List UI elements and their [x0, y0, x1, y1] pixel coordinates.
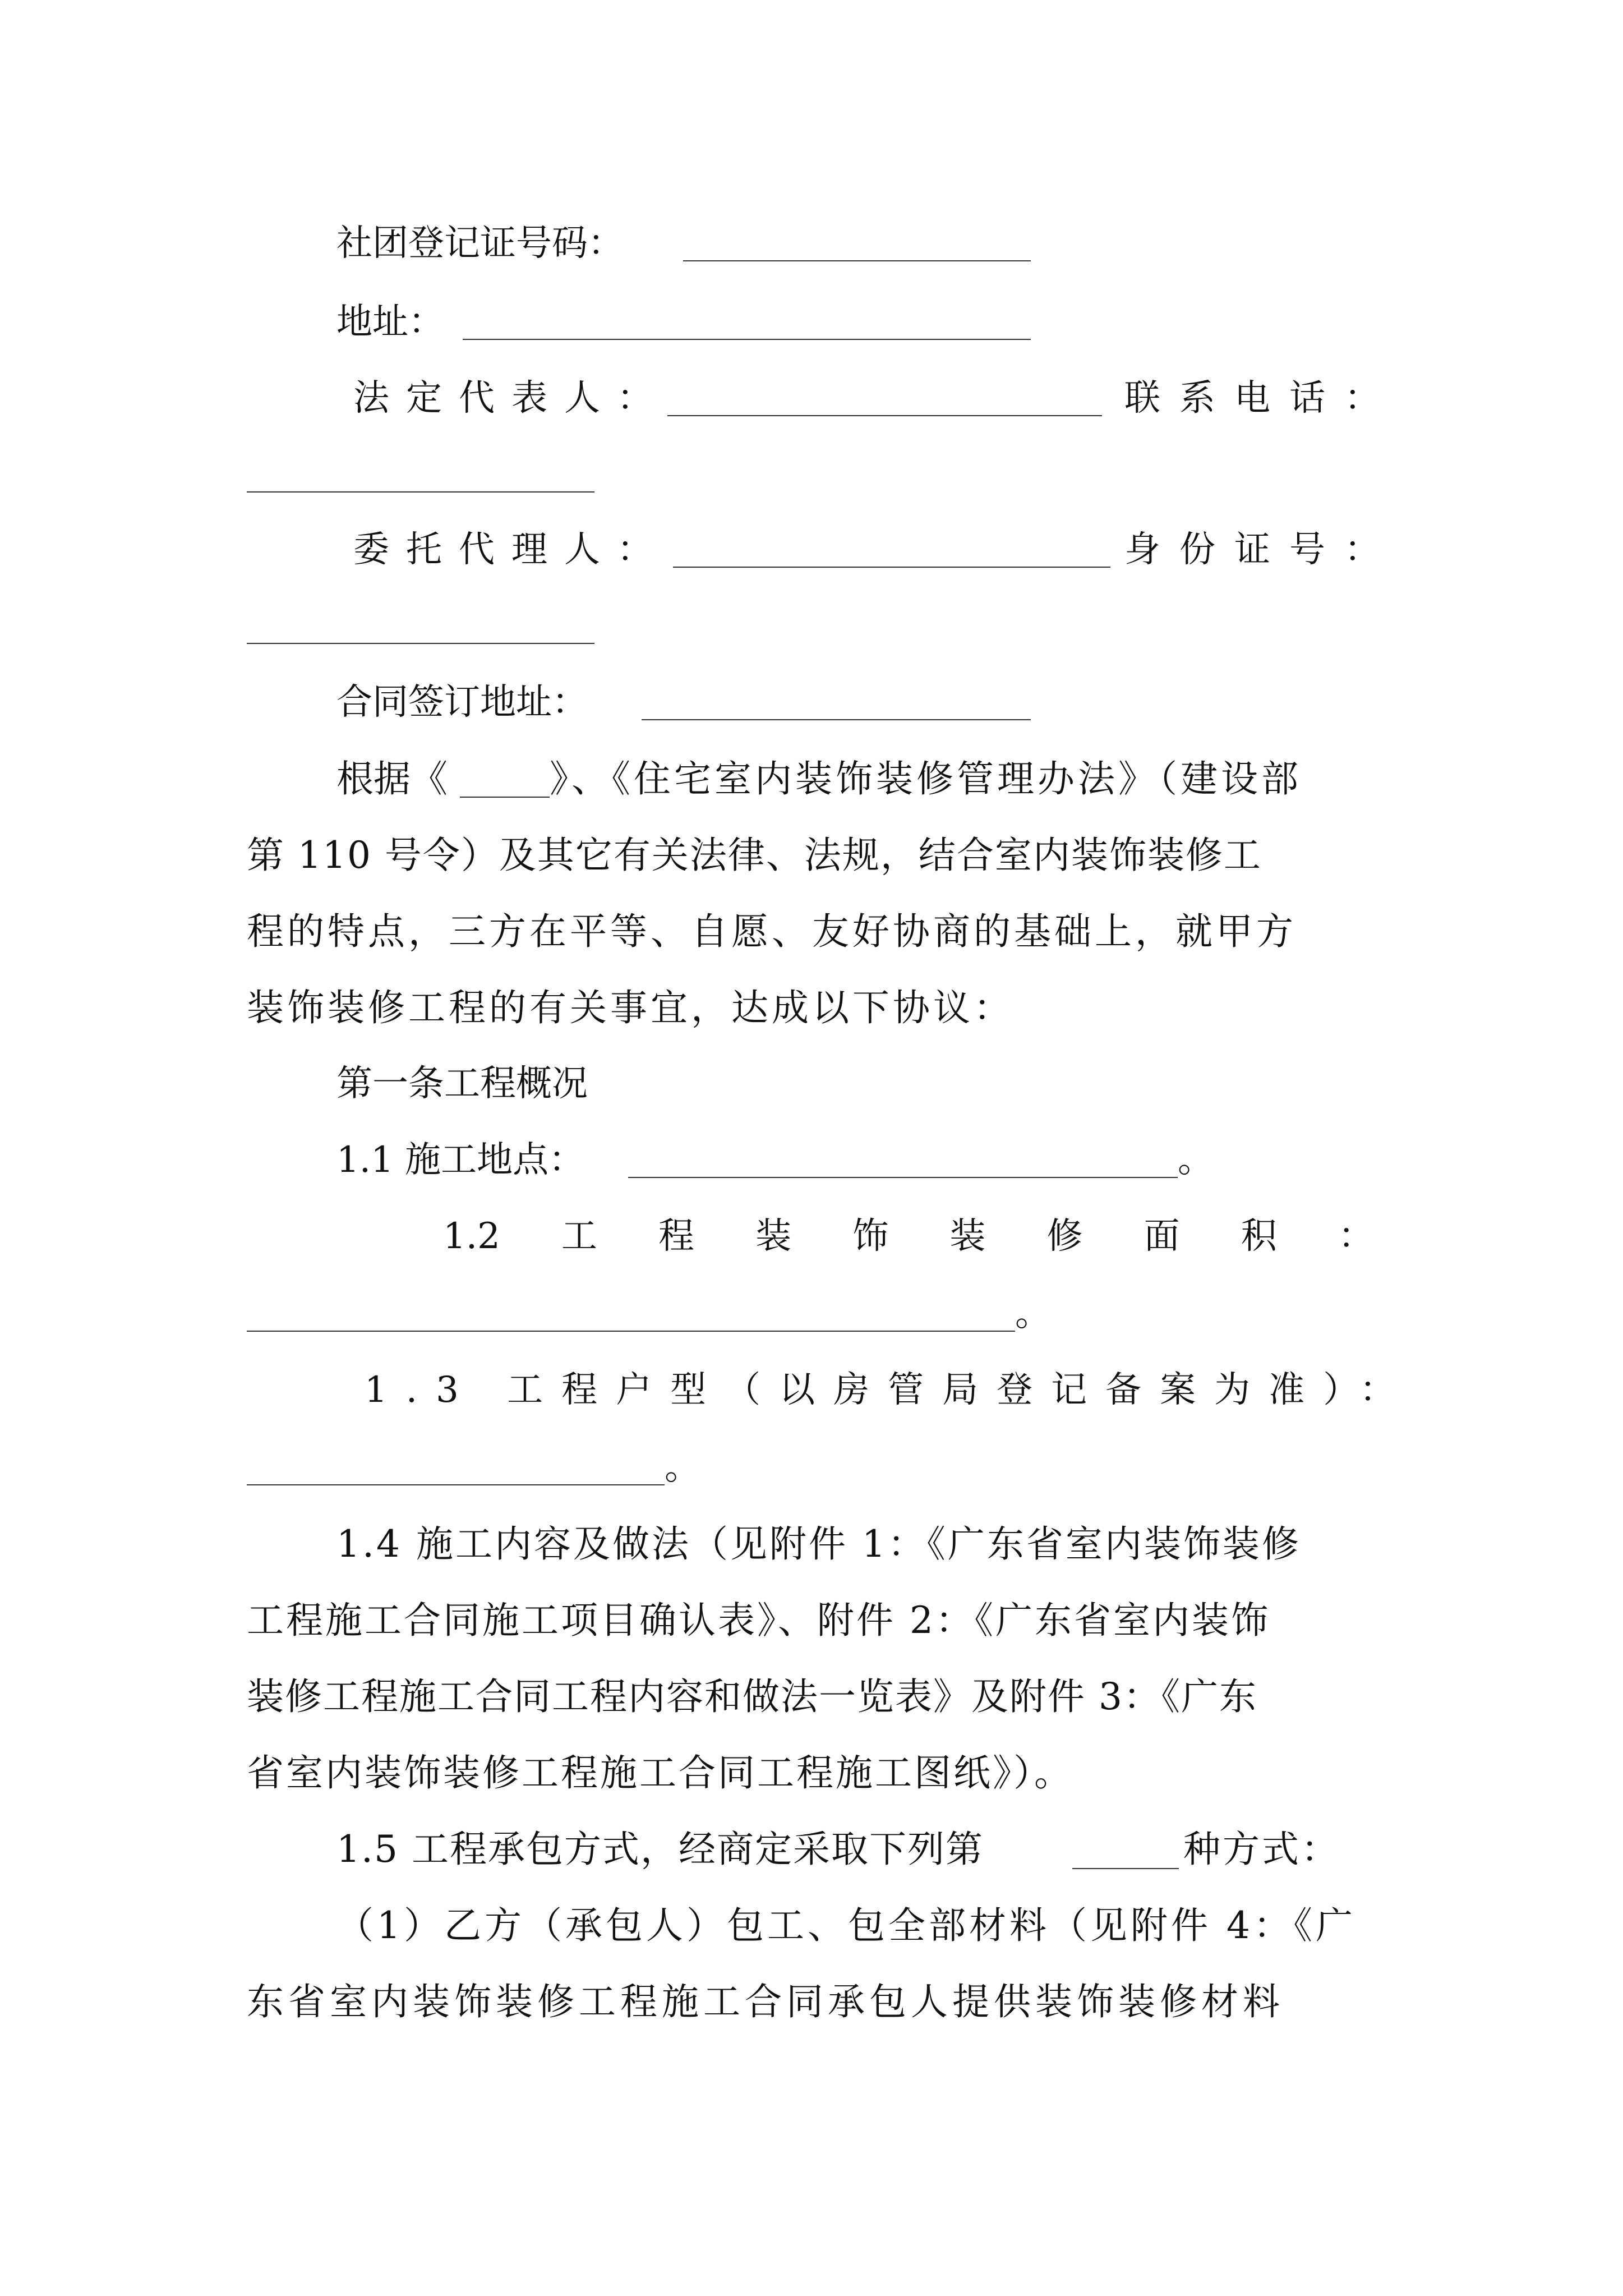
- reg-no-blank: [683, 260, 1031, 261]
- item-1-4-line-3: 装修工程施工合同工程内容和做法一览表》及附件 3：《广东: [247, 1675, 1257, 1718]
- item-1-2-char: 装: [949, 1216, 986, 1257]
- preamble-line-1a: 根据《: [336, 757, 448, 800]
- agent-label: 委托代理人：: [353, 529, 670, 570]
- site-location-blank: [628, 1177, 1178, 1178]
- item-1-2-period: 。: [1015, 1293, 1051, 1335]
- address-label: 地址：: [336, 301, 444, 343]
- item-1-4-line-4: 省室内装饰装修工程施工合同工程施工图纸》）。: [247, 1751, 1073, 1795]
- preamble-line-4: 装饰装修工程的有关事宜，达成以下协议：: [247, 986, 1014, 1029]
- law-name-blank: [460, 797, 550, 798]
- item-1-2-char: 面: [1144, 1216, 1180, 1257]
- item-1-2-char: 装: [755, 1216, 792, 1257]
- legal-rep-label: 法定代表人：: [353, 378, 670, 419]
- item-1-2-char: 修: [1046, 1216, 1083, 1257]
- item-1-2-row: [443, 1216, 1374, 1257]
- preamble-line-1b: 》、《住宅室内装饰装修管理办法》（建设部: [550, 757, 1302, 800]
- item-1-3-period: 。: [665, 1447, 700, 1488]
- item-1-3-label: 1.3 工程户型（以房管局登记备案为准）：: [365, 1369, 1414, 1411]
- item-1-1-period: 。: [1178, 1139, 1214, 1181]
- item-1-4-line-1: 1.4 施工内容及做法（见附件 1：《广东省室内装饰装修: [336, 1522, 1301, 1566]
- house-type-blank: [247, 1484, 665, 1485]
- address-blank: [463, 339, 1031, 340]
- item-1-2-char: 饰: [852, 1216, 889, 1257]
- phone-label: 联系电话：: [1124, 378, 1399, 419]
- item-1-5-1-line-1: （1）乙方（承包人）包工、包全部材料（见附件 4：《广: [336, 1904, 1356, 1947]
- reg-no-label: 社团登记证号码：: [336, 223, 624, 264]
- item-1-5-1-line-2: 东省室内装饰装修工程施工合同承包人提供装饰装修材料: [247, 1980, 1284, 2023]
- sign-place-blank: [642, 719, 1031, 720]
- preamble-line-3: 程的特点，三方在平等、自愿、友好协商的基础上，就甲方: [247, 910, 1297, 953]
- preamble-line-2: 第 110 号令）及其它有关法律、法规，结合室内装饰装修工: [247, 834, 1262, 877]
- item-1-4-line-2: 工程施工合同施工项目确认表》、附件 2：《广东省室内装饰: [247, 1599, 1270, 1642]
- legal-rep-blank: [667, 415, 1102, 416]
- item-1-2-char: ：: [1338, 1216, 1374, 1257]
- item-1-2-char: 积: [1241, 1216, 1277, 1257]
- id-blank: [247, 643, 594, 644]
- article-1-heading: 第一条工程概况: [336, 1063, 588, 1105]
- sign-place-label: 合同签订地址：: [336, 682, 588, 723]
- id-label: 身份证号：: [1124, 529, 1399, 570]
- item-1-1-label: 1.1 施工地点：: [336, 1139, 585, 1181]
- item-1-2-char: 程: [658, 1216, 695, 1257]
- item-1-2-char: 1.2: [443, 1216, 500, 1257]
- item-1-5-label-a: 1.5 工程承包方式，经商定采取下列第: [336, 1828, 984, 1871]
- item-1-2-char: 工: [561, 1216, 597, 1257]
- item-1-5-label-b: 种方式：: [1183, 1828, 1340, 1871]
- phone-blank: [247, 491, 594, 493]
- method-number-blank: [1072, 1868, 1179, 1869]
- agent-blank: [673, 567, 1110, 568]
- area-blank: [247, 1331, 1015, 1332]
